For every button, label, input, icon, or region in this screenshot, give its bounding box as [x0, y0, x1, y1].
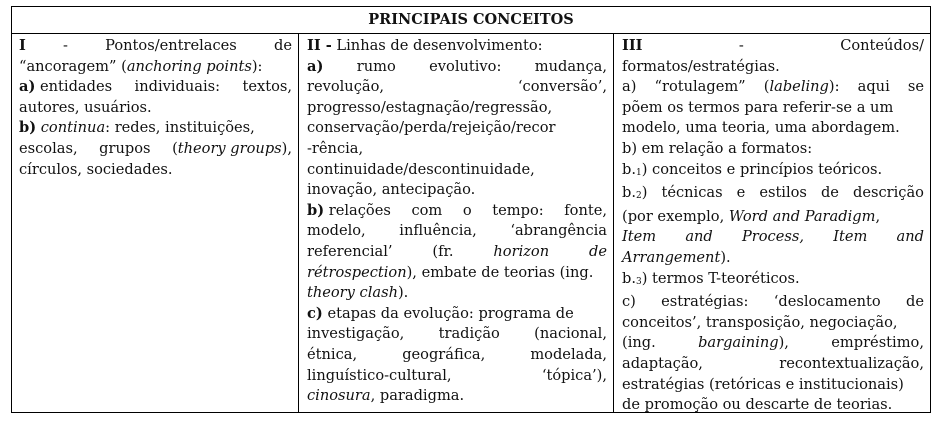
text-line: conceitos’, transposição, negociação, [622, 313, 898, 331]
text-line: étnica, geográfica, modelada, [307, 345, 607, 363]
column-development-lines [300, 34, 614, 412]
text-line: círculos, sociedades. [19, 160, 173, 178]
text-line: escolas, grupos (theory groups), [19, 139, 292, 157]
text-line: continuidade/descontinuidade, [307, 160, 535, 178]
text-line: investigação, tradição (nacional, [307, 325, 607, 343]
text-line: progresso/estagnação/regressão, [307, 98, 553, 116]
text-line: conservação/perda/rejeição/recor [307, 119, 556, 137]
item-c: c) estratégias: ‘deslocamento de [622, 293, 924, 311]
text-line: adaptação, recontextualização, [622, 354, 924, 372]
item-b: b) em relação a formatos: [622, 139, 813, 157]
text-line: (ing. bargaining), empréstimo, [622, 334, 924, 352]
roman-numeral: I [19, 37, 26, 54]
column-anchoring-points [12, 34, 299, 412]
text-line: Item and Process, Item and [622, 228, 924, 246]
text-line: formatos/estratégias. [622, 57, 780, 75]
text-line: theory clash). [307, 284, 409, 302]
text-line: revolução, ‘conversão’, [307, 78, 607, 96]
text-line: modelo, influência, ‘abrangência [307, 222, 607, 240]
item-b: b) relações com o tempo: fonte, [307, 201, 607, 219]
text-line: rétrospection), embate de teorias (ing. [307, 263, 594, 281]
column-heading: I - Pontos/entrelaces de [19, 36, 292, 57]
roman-numeral: III [622, 37, 643, 54]
item-a: a) rumo evolutivo: mudança, [307, 57, 607, 75]
item-a: a) “rotulagem” (labeling): aqui se [622, 78, 924, 96]
concepts-table [11, 6, 931, 413]
text-line: Arrangement). [622, 248, 731, 266]
column-contents-formats [615, 34, 930, 412]
item-a: a) entidades individuais: textos, [19, 78, 292, 96]
text-line: “ancoragem” (anchoring points): [19, 57, 263, 75]
text-line: de promoção ou descarte de teorias. [622, 396, 893, 414]
text-line: põem os termos para referir-se a um [622, 98, 894, 116]
text-line: modelo, uma teoria, uma abordagem. [622, 119, 900, 137]
item-c: c) etapas da evolução: programa de [307, 304, 574, 322]
text-line: -rência, [307, 139, 364, 157]
item-b: b) continua: redes, instituições, [19, 119, 255, 137]
text-line: (por exemplo, Word and Paradigm, [622, 207, 881, 225]
item-b3: b.3) termos T-teoréticos. [622, 269, 800, 287]
item-b1: b.1) conceitos e princípios teóricos. [622, 160, 883, 178]
text-line: estratégias (retóricas e institucionais) [622, 375, 904, 393]
column-heading: III - Conteúdos/ [622, 36, 924, 57]
text-line: referencial’ (fr. horizon de [307, 242, 607, 260]
text-line: inovação, antecipação. [307, 181, 476, 199]
column-heading: II - Linhas de desenvolvimento: [307, 37, 543, 54]
text-line: linguístico-cultural, ‘tópica’), [307, 366, 607, 384]
text-line: cinosura, paradigma. [307, 387, 465, 405]
item-b2: b.2) técnicas e estilos de descrição [622, 184, 924, 202]
table-title: PRINCIPAIS CONCEITOS [12, 7, 930, 34]
text-line: autores, usuários. [19, 98, 152, 116]
